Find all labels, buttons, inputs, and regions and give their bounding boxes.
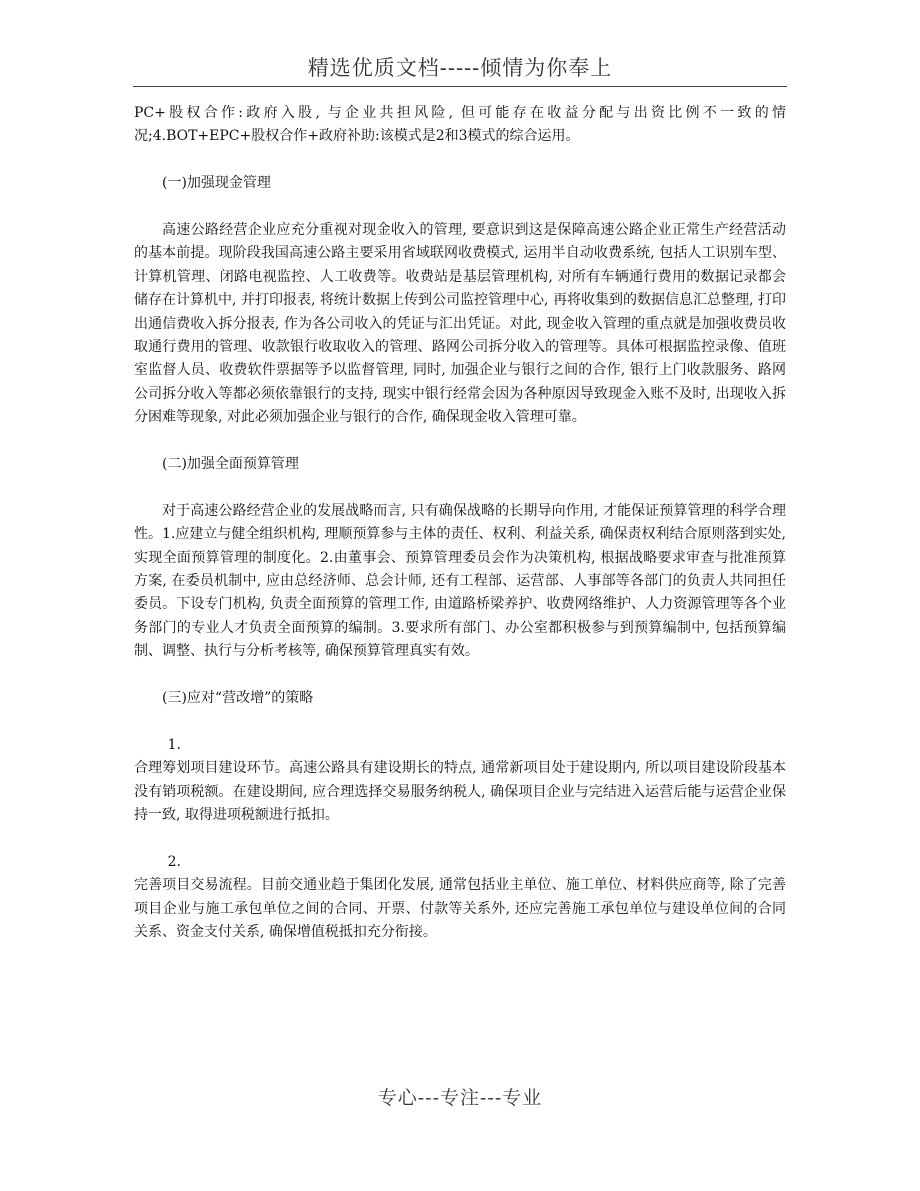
page-footer: 专心---专注---专业 xyxy=(377,1087,543,1109)
section-heading-vat-strategy: (三)应对“营改增”的策略 xyxy=(162,690,314,707)
header-divider xyxy=(133,86,787,87)
section-paragraph-budget-management: 对于高速公路经营企业的发展战略而言, 只有确保战略的长期导向作用, 才能保证预算管理的科学合理性。1.应建立与健全组织机构, 理顺预算参与主体的责任、权利、利益关系, 确保责权利结合原则落到实处, 实现全面预算管理的制度化。2.由董事会、预算管理委员会作为决策机构, 根据战略要求审查与批准预算方案, 在委员机制中, 应由总经济师、总会计师, 还有工程部、运营部、人事部等各部门的负责人共同担任委员。下设专门机构, 负责全面预算的管理工作, 由道路桥梁养护、收费网络维护、人力资源管理等各个业务部门的专业人才负责全面预算的编制。3.要求所有部门、办公室都积极参与到预算编制中, 包括预算编制、调整、执行与分析考核等, 确保预算管理真实有效。 xyxy=(134,502,786,660)
page-header: 精选优质文档-----倾情为你奉上 xyxy=(307,56,613,80)
spacer xyxy=(134,664,786,687)
spacer xyxy=(134,149,786,172)
spacer xyxy=(134,710,786,733)
intro-paragraph: PC+股权合作:政府入股, 与企业共担风险, 但可能存在收益分配与出资比例不一致的情况;4.BOT+EPC+股权合作+政府补助:该模式是2和3模式的综合运用。 xyxy=(134,105,786,145)
section-heading-budget-management: (二)加强全面预算管理 xyxy=(162,456,299,473)
list-item-text: 合理筹划项目建设环节。高速公路具有建设期长的特点, 通常新项目处于建设期内, 所以项目建设阶段基本没有销项税额。在建设期间, 应合理选择交易服务纳税人, 确保项目企业与完结进入运营后能与运营企业保持一致, 取得进项税额进行抵扣。 xyxy=(134,760,786,824)
document-body xyxy=(134,102,786,945)
list-item-number: 2. xyxy=(167,853,181,870)
spacer xyxy=(134,196,786,219)
list-item-number: 1. xyxy=(167,736,181,753)
spacer xyxy=(134,828,786,851)
list-item-text: 完善项目交易流程。目前交通业趋于集团化发展, 通常包括业主单位、施工单位、材料供应商等, 除了完善项目企业与施工承包单位之间的合同、开票、付款等关系外, 还应完善施工承包单位与建设单位间的合同关系、资金支付关系, 确保增值税抵扣充分衔接。 xyxy=(134,877,786,941)
spacer xyxy=(134,476,786,499)
section-paragraph-cash-management: 高速公路经营企业应充分重视对现金收入的管理, 要意识到这是保障高速公路企业正常生产经营活动的基本前提。现阶段我国高速公路主要采用省域联网收费模式, 运用半自动收费系统, 包括人工识别车型、计算机管理、闭路电视监控、人工收费等。收费站是基层管理机构, 对所有车辆通行费用的数据记录都会储存在计算机中, 并打印报表, 将统计数据上传到公司监控管理中心, 再将收集到的数据信息汇总整理, 打印出通信费收入拆分报表, 作为各公司收入的凭证与汇出凭证。对此, 现金收入管理的重点就是加强收费员收取通行费用的管理、收款银行收取收入的管理、路网公司拆分收入的管理等。具体可根据监控录像、值班室监督人员、收费软件票据等予以监督管理, 同时, 加强企业与银行之间的合作, 银行上门收款服务、路网公司拆分收入等都必须依靠银行的支持, 现实中银行经常会因为各种原因导致现金入账不及时, 出现收入拆分困难等现象, 对此必须加强企业与银行的合作, 确保现金收入管理可靠。 xyxy=(134,222,786,426)
section-heading-cash-management: (一)加强现金管理 xyxy=(162,175,271,192)
spacer xyxy=(134,430,786,453)
